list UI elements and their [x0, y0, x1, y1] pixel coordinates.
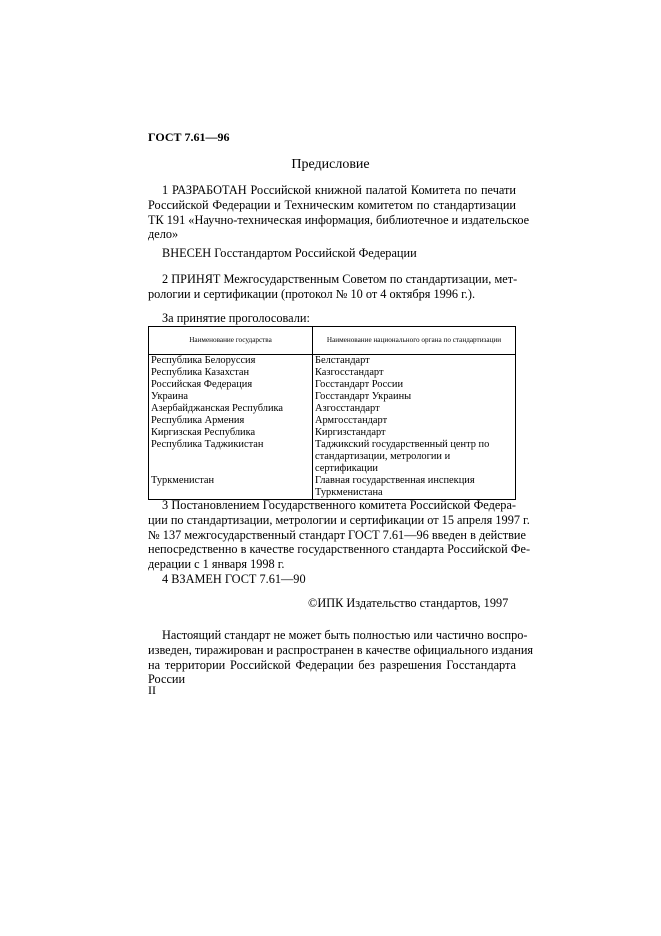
voting-states-table: [148, 326, 516, 500]
table-row: [149, 403, 516, 415]
table-row: [149, 415, 516, 427]
paragraph-reproduction-notice: [148, 628, 534, 687]
standards-body-cell: Госстандарт России: [313, 379, 516, 391]
text-line: 1 РАЗРАБОТАН Российской книжной палатой Комитета по печати: [162, 183, 516, 197]
standards-body-cell: Таджикский государственный центр по стандартизации, метрологии и сертификации: [313, 439, 516, 475]
standards-body-cell: Казгосстандарт: [313, 367, 516, 379]
text-line: ВНЕСЕН Госстандартом Российской Федерации: [162, 246, 417, 260]
standards-body-cell: Госстандарт Украины: [313, 391, 516, 403]
text-line: За принятие проголосовали:: [162, 311, 310, 325]
table-row: [149, 379, 516, 391]
paragraph-introduced-by: [148, 246, 516, 261]
page-number: II: [148, 683, 156, 697]
document-code: ГОСТ 7.61—96: [148, 130, 230, 144]
standards-body-cell: Белстандарт: [313, 355, 516, 368]
standards-body-cell: Киргизстандарт: [313, 427, 516, 439]
paragraph-developed-by: [148, 183, 530, 242]
table-row: [149, 427, 516, 439]
state-cell: Российская Федерация: [149, 379, 313, 391]
column-header-state: Наименование государства: [149, 327, 313, 355]
page-title: Предисловие: [291, 157, 370, 172]
text-line: дело»: [148, 227, 179, 242]
paragraph-resolution: [148, 498, 531, 572]
text-line: № 137 межгосударственный стандарт ГОСТ 7.61—96 введен в действие: [148, 527, 526, 542]
paragraph-voted-for: [148, 311, 516, 326]
text-line: Российской Федерации и Техническим комитетом по стандартизации: [148, 197, 516, 212]
text-line: ции по стандартизации, метрологии и сертификации от 15 апреля 1997 г.: [148, 512, 530, 527]
state-cell: Республика Казахстан: [149, 367, 313, 379]
text-line: Настоящий стандарт не может быть полностью или частично воспро-: [162, 628, 528, 642]
standards-body-cell: Армгосстандарт: [313, 415, 516, 427]
standards-body-cell: Главная государственная инспекция Туркменистана: [313, 475, 516, 500]
standards-body-cell: Азгосстандарт: [313, 403, 516, 415]
text-line: ТК 191 «Научно-техническая информация, библиотечное и издательское: [148, 212, 530, 227]
state-cell: Киргизская Республика: [149, 427, 313, 439]
paragraph-adopted-by: [148, 272, 516, 302]
text-line: непосредственно в качестве государственного стандарта Российской Фе-: [148, 542, 531, 557]
state-cell: Туркменистан: [149, 475, 313, 500]
table-row: [149, 367, 516, 379]
state-cell: Азербайджанская Республика: [149, 403, 313, 415]
table-row: [149, 439, 516, 475]
column-header-standards-body: Наименование национального органа по стандартизации: [313, 327, 516, 355]
state-cell: Республика Таджикистан: [149, 439, 313, 475]
text-line: России: [148, 672, 186, 687]
text-line: изведен, тиражирован и распространен в качестве официального издания: [148, 642, 534, 657]
table-header-row: [149, 327, 516, 355]
text-line: 3 Постановлением Государственного комитета Российской Федера-: [162, 498, 516, 512]
state-cell: Республика Армения: [149, 415, 313, 427]
copyright-notice: ©ИПК Издательство стандартов, 1997: [308, 596, 509, 610]
table-row: [149, 475, 516, 500]
state-cell: Республика Белоруссия: [149, 355, 313, 368]
paragraph-replaces: [148, 572, 516, 587]
state-cell: Украина: [149, 391, 313, 403]
text-line: рологии и сертификации (протокол № 10 от 4 октября 1996 г.).: [148, 286, 476, 301]
table-row: [149, 355, 516, 368]
table-row: [149, 391, 516, 403]
text-line: 2 ПРИНЯТ Межгосударственным Советом по стандартизации, мет-: [162, 272, 518, 286]
text-line: дерации с 1 января 1998 г.: [148, 557, 285, 572]
text-line: на территории Российской Федерации без разрешения Госстандарта: [148, 657, 516, 672]
text-line: 4 ВЗАМЕН ГОСТ 7.61—90: [162, 572, 306, 586]
